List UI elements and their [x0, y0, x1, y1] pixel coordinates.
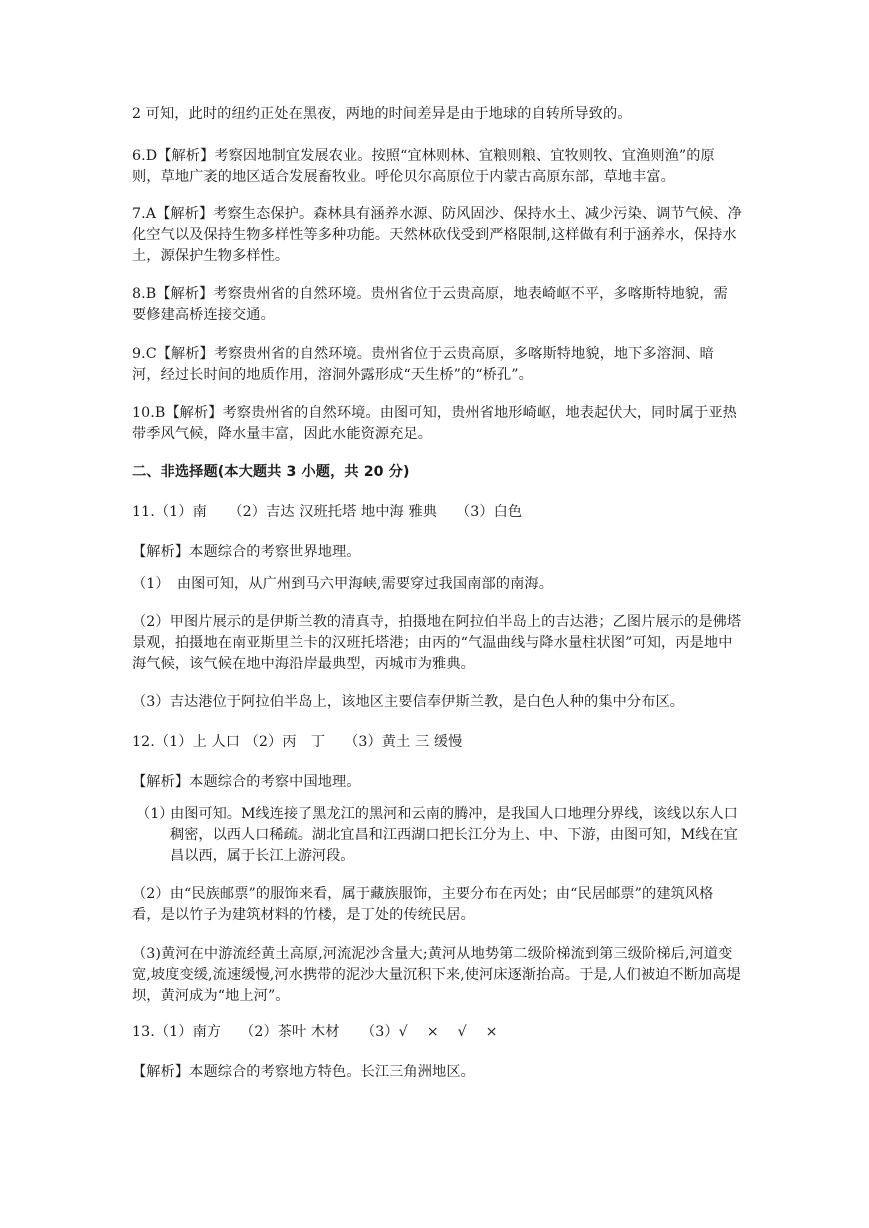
paragraph-q6-answer: 6.D【解析】考察因地制宜发展农业。按照“宜林则林、宜粮则粮、宜牧则牧、宜渔则渔”的原则，草地广袤的地区适合发展畜牧业。呼伦贝尔高原位于内蒙古高原东部，草地丰富。 — [132, 148, 715, 185]
q13-answers: 13.（1）南方 （2）茶叶 木材 （3）√ × √ × — [132, 1024, 498, 1040]
q12-analysis-part1 — [132, 804, 742, 867]
q11-analysis-part3: （3）吉达港位于阿拉伯半岛上，该地区主要信奉伊斯兰教，是白色人种的集中分布区。 — [132, 694, 685, 710]
section-heading: 二、非选择题(本大题共 3 小题，共 20 分) — [132, 464, 410, 480]
q12-part1-body: 由图可知。M线连接了黑龙江的黑河和云南的腾冲，是我国人口地理分界线，该线以东人口稠密，以西人口稀疏。湖北宜昌和江西湖口把长江分为上、中、下游，由图可知，M线在宜昌以西，属于长江上游河段。 — [170, 806, 738, 864]
q11-analysis-part2: （2）甲图片展示的是伊斯兰教的清真寺，拍摄地在阿拉伯半岛上的吉达港；乙图片展示的是佛塔景观，拍摄地在南亚斯里兰卡的汉班托塔港；由丙的“气温曲线与降水量柱状图”可知，丙是地中海气候，该气候在地中海沿岸最典型，丙城市为雅典。 — [132, 614, 742, 672]
paragraph-q7-answer: 7.A【解析】考察生态保护。森林具有涵养水源、防风固沙、保持水土、减少污染、调节气候、净化空气以及保持生物多样性等多种功能。天然林砍伐受到严格限制,这样做有利于涵养水，保持水土，源保护生物多样性。 — [132, 206, 742, 264]
paragraph-q5-continuation: 2 可知，此时的纽约正处在黑夜，两地的时间差异是由于地球的自转所导致的。 — [132, 106, 632, 122]
q11-analysis-part1: （1） 由图可知，从广州到马六甲海峡,需要穿过我国南部的南海。 — [132, 576, 553, 592]
q12-part1-number: （1） — [136, 806, 174, 822]
q12-answers: 12.（1）上 人口 （2）丙 丁 （3）黄土 三 缓慢 — [132, 734, 463, 750]
paragraph-q10-answer: 10.B【解析】考察贵州省的自然环境。由图可知，贵州省地形崎岖，地表起伏大，同时属于亚热带季风气候，降水量丰富，因此水能资源充足。 — [132, 405, 737, 442]
paragraph-q8-answer: 8.B【解析】考察贵州省的自然环境。贵州省位于云贵高原，地表崎岖不平，多喀斯特地貌，需要修建高桥连接交通。 — [132, 286, 728, 323]
q12-analysis-part2: （2）由“民族邮票”的服饰来看，属于藏族服饰，主要分布在丙处；由“民居邮票”的建筑风格看，是以竹子为建筑材料的竹楼，是丁处的传统民居。 — [132, 886, 714, 923]
q11-answers: 11.（1）南 （2）吉达 汉班托塔 地中海 雅典 （3）白色 — [132, 504, 523, 520]
q12-analysis-part3: （3)黄河在中游流经黄土高原,河流泥沙含量大;黄河从地势第二级阶梯流到第三级阶梯后,河道变宽,坡度变缓,流速缓慢,河水携带的泥沙大量沉积下来,使河床逐渐抬高。于是,人们被迫不断加高堤坝，黄河成为“地上河”。 — [132, 946, 741, 1004]
q13-analysis-intro: 【解析】本题综合的考察地方特色。长江三角洲地区。 — [132, 1064, 475, 1080]
q12-analysis-intro: 【解析】本题综合的考察中国地理。 — [132, 774, 361, 790]
paragraph-q9-answer: 9.C【解析】考察贵州省的自然环境。贵州省位于云贵高原，多喀斯特地貌，地下多溶洞、暗河，经过长时间的地质作用，溶洞外露形成“天生桥”的“桥孔”。 — [132, 346, 714, 383]
q11-analysis-intro: 【解析】本题综合的考察世界地理。 — [132, 544, 361, 560]
